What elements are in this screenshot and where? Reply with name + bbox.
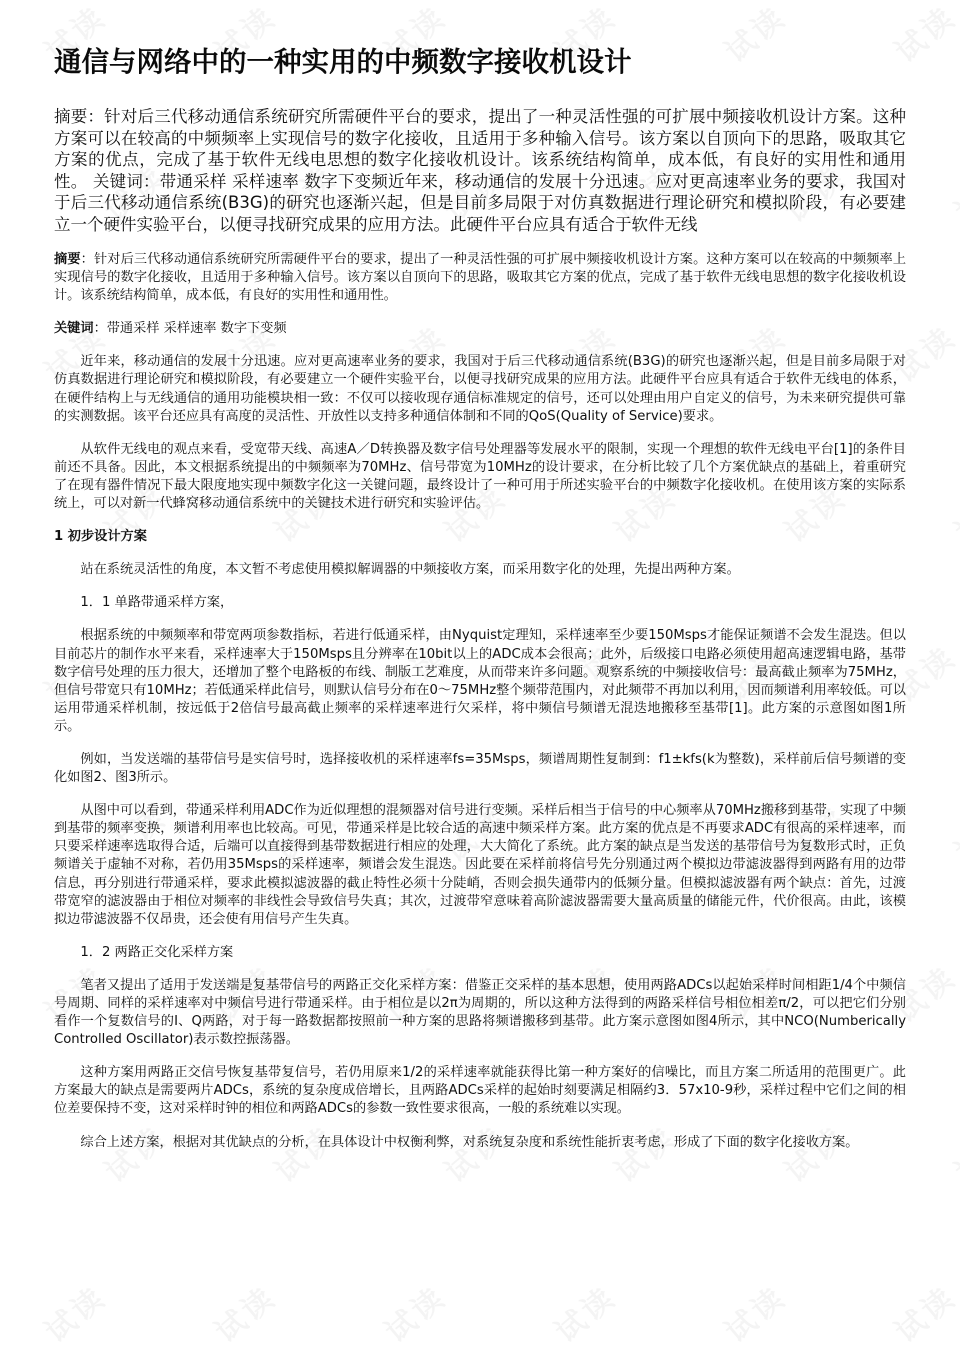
watermark-text [34,1273,114,1350]
watermark-text [944,473,960,550]
subsection-1-1-paragraph-2: 例如，当发送端的基带信号是实信号时，选择接收机的采样速率fs=35Msps，频谱周期性复制到：f1±kfs(k为整数)，采样前后信号频谱的变化如图2、图3所示。 [54,751,906,786]
watermark-text [374,1273,454,1350]
document-page [54,38,906,1152]
subsection-1-1-heading: 1．1 单路带通采样方案， [80,595,234,611]
section-1-paragraph: 站在系统灵活性的角度，本文暂不考虑使用模拟解调器的中频接收方案，而采用数字化的处理，先提出两种方案。 [80,562,740,578]
watermark-text [944,793,960,870]
subsection-1-2-paragraph-2: 这种方案用两路正交信号恢复基带复信号，若仍用原来1/2的采样速率就能获得比第一种方案好的信噪比，而且方案二所适用的范围更广。此方案最大的缺点是需要两片ADCs，系统的复杂度成倍增长，且两路ADCs采样的起始时刻要满足相隔约3．57x10-9秒，采样过程中它们之间的相位差要保持不变，这对采样时钟的相位和两路ADCs的参数一致性要求很高，一般的系统难以实现。 [54,1065,906,1117]
watermark-text [944,153,960,230]
abstract-text: ：针对后三代移动通信系统研究所需硬件平台的要求，提出了一种灵活性强的可扩展中频接收机设计方案。这种方案可以在较高的中频频率上实现信号的数字化接收，且适用于多种输入信号。该方案以自顶向下的思路，吸取其它方案的优点，完成了基于软件无线电思想的数字化接收机设计。该系统结构简单，成本低，有良好的实用性和通用性。 [54,252,907,304]
section-1-heading: 1 初步设计方案 [54,529,147,545]
abstract-label: 摘要 [54,252,81,267]
watermark-text [544,1273,624,1350]
keywords-paragraph [54,320,906,338]
keywords-label: 关键词 [54,321,94,337]
page-title: 通信与网络中的一种实用的中频数字接收机设计 [54,46,632,78]
watermark-text [204,1273,284,1350]
watermark-text [714,1273,794,1350]
subsection-1-2-paragraph-3: 综合上述方案，根据对其优缺点的分析，在具体设计中权衡利弊，对系统复杂度和系统性能折衷考虑，形成了下面的数字化接收方案。 [80,1134,859,1150]
subsection-1-2-heading: 1．2 两路正交化采样方案 [80,944,234,960]
abstract-paragraph [54,251,906,305]
subsection-1-1-paragraph-3: 从图中可以看到，带通采样利用ADC作为近似理想的混频器对信号进行变频。采样后相当于信号的中心频率从70MHz搬移到基带，实现了中频到基带的频率变换，频谱利用率也比较高。可见，带通采样是比较合适的高速中频采样方案。此方案的优点是不再要求ADC有很高的采样速率，而只要采样速率选取得合适，后端可以直接得到基带数据进行相应的处理，大大简化了系统。此方案的缺点是当发送的基带信号为复数形式时，正负频谱关于虚轴不对称，若仍用35Msps的采样速率，频谱会发生混迭。因此要在采样前将信号先分别通过两个模拟边带滤波器得到两路有用的边带信息，再分别进行带通采样，要求此模拟滤波器的截止特性必须十分陡峭，否则会损失通带内的低频分量。但模拟滤波器有两个缺点：首先，过渡带宽窄的滤波器由于相位对频率的非线性会导致信号失真；其次，过渡带窄意味着高阶滤波器需要大量高质量的储能元件，代价很高。由此，该模拟边带滤波器不仅昂贵，还会使有用信号产生失真。 [54,803,906,927]
watermark-text [944,1113,960,1190]
abstract-preview: 摘要：针对后三代移动通信系统研究所需硬件平台的要求，提出了一种灵活性强的可扩展中频接收机设计方案。这种方案可以在较高的中频频率上实现信号的数字化接收，且适用于多种输入信号。该方案以自顶向下的思路，吸取其它方案的优点，完成了基于软件无线电思想的数字化接收机设计。该系统结构简单，成本低，有良好的实用性和通用性。 关键词：带通采样 采样速率 数字下变频近年来，移动通信的发展十分迅速。应对更高速率业务的要求，我国对于后三代移动通信系统(B3G)的研究也逐渐兴起，但是目前多局限于对仿真数据进行理论研究和模拟阶段，有必要建立一个硬件实验平台，以便寻找研究成果的应用方法。此硬件平台应具有适合于软件无线 [54,107,906,234]
intro-paragraph-2: 从软件无线电的观点来看，受宽带天线、高速A／D转换器及数字信号处理器等发展水平的限制，实现一个理想的软件无线电平台[1]的条件目前还不具备。因此，本文根据系统提出的中频频率为70MHz、信号带宽为10MHz的设计要求，在分析比较了几个方案优缺点的基础上，着重研究了在现有器件情况下最大限度地实现中频数字化这一关键问题，最终设计了一种可用于所述实验平台的中频数字化接收机。在使用该方案的实际系统上，可以对新一代蜂窝移动通信系统中的关键技术进行研究和实验评估。 [54,441,906,512]
intro-paragraph-1: 近年来，移动通信的发展十分迅速。应对更高速率业务的要求，我国对于后三代移动通信系统(B3G)的研究也逐渐兴起，但是目前多局限于对仿真数据进行理论研究和模拟阶段，有必要建立一个硬件实验平台，以便寻找研究成果的应用方法。此硬件平台应具有适合于软件无线电的体系，在硬件结构上与无线通信的通用功能模块相一致：不仅可以接收现存通信标准规定的信号，还可以处理由用户自定义的信号，为未来研究提供可靠的实测数据。该平台还应具有高度的灵活性、开放性以支持多种通信体制和不同的QoS(Quality of Service)要求。 [54,354,906,424]
subsection-1-1-paragraph-1: 根据系统的中频频率和带宽两项参数指标，若进行低通采样，由Nyquist定理知，采样速率至少要150Msps才能保证频谱不会发生混迭。但以目前芯片的制作水平来看，采样速率大于150Msps且分辨率在10bit以上的ADC成本会很高；此外，后级接口电路必须使用超高速逻辑电路，基带数字信号处理的压力很大，还增加了整个电路板的布线、制版工艺难度，从而带来许多问题。观察系统的中频接收信号：最高截止频率为75MHz，但信号带宽只有10MHz；若低通采样此信号，则默认信号分布在0～75MHz整个频带范围内，对此频带不再加以利用，因而频谱利用率较低。可以运用带通采样机制，按远低于2倍信号最高截止频率的采样速率进行欠采样，将中频信号频谱无混迭地搬移至基带[1]。此方案的示意图如图1所示。 [54,628,906,734]
keywords-text: ：带通采样 采样速率 数字下变频 [93,321,287,337]
watermark-text [884,1273,960,1350]
subsection-1-2-paragraph-1: 笔者又提出了适用于发送端是复基带信号的两路正交化采样方案：借鉴正交采样的基本思想，使用两路ADCs以起始采样时间相距1/4个中频信号周期、同样的采样速率对中频信号进行带通采样。由于相位是以2π为周期的，所以这种方法得到的两路采样信号相位相差π/2，可以把它们分别看作一个复数信号的I、Q两路，对于每一路数据都按照前一种方案的思路将频谱搬移到基带。此方案示意图如图4所示，其中NCO(Numberically Controlled Oscillator)表示数控振荡器。 [54,977,906,1048]
